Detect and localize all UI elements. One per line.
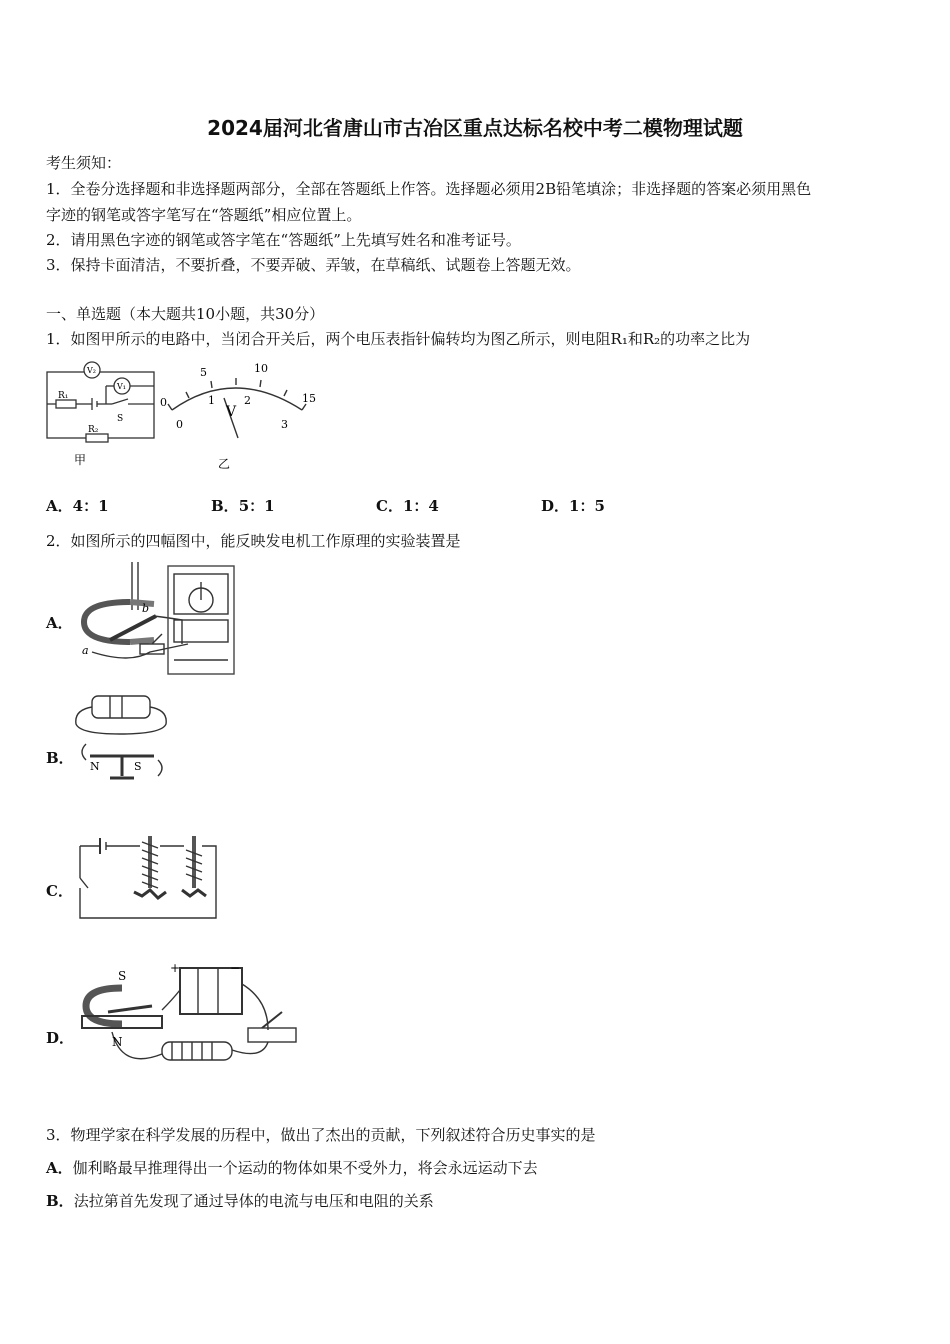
q3-option-a: A．伽利略最早推理得出一个运动的物体如果不受外力，将会永远运动下去: [46, 1159, 538, 1177]
q1-figure: [44, 358, 316, 473]
page-title: 2024届河北省唐山市古冶区重点达标名校中考二模物理试题: [207, 116, 743, 140]
q1-option-b: B．5：1: [211, 497, 275, 515]
question-1-stem: 1．如图甲所示的电路中，当闭合开关后，两个电压表指针偏转均为图乙所示，则电阻R₁和R₂的功率之比为: [46, 330, 751, 348]
q2-option-b-letter: B．: [46, 749, 74, 767]
label-b: b: [142, 602, 150, 615]
q1-option-c: C．1：4: [376, 497, 439, 515]
r2-label: R₂: [88, 425, 99, 435]
fig-label-b: 乙: [218, 457, 231, 471]
meter-bottom-2: 2: [244, 394, 251, 407]
meter-bottom-0: 0: [176, 418, 183, 431]
section-heading: 一、单选题（本大题共10小题，共30分）: [46, 305, 325, 323]
notice-item: 字迹的钢笔或答字笔写在“答题纸”相应位置上。: [46, 206, 362, 224]
label-n: N: [112, 1035, 123, 1049]
q2-figure-d: [72, 960, 302, 1086]
label-plus: +: [170, 961, 181, 975]
label-s: S: [134, 760, 142, 773]
label-n: N: [90, 760, 100, 773]
meter-top-15: 15: [302, 392, 316, 405]
circuit-diagram: [47, 362, 154, 442]
label-a: a: [82, 644, 89, 657]
q2-option-a-letter: A．: [46, 614, 73, 632]
meter-top-5: 5: [200, 366, 207, 379]
fig-label-a: 甲: [74, 453, 87, 467]
q1-option-a: A．4：1: [46, 497, 109, 515]
q2-figure-b: [72, 690, 170, 798]
label-minus: −: [230, 961, 241, 975]
question-2-stem: 2．如图所示的四幅图中，能反映发电机工作原理的实验装置是: [46, 532, 461, 550]
meter-top-0: 0: [160, 396, 167, 409]
meter-top-10: 10: [254, 362, 268, 375]
notice-item: 1．全卷分选择题和非选择题两部分，全部在答题纸上作答。选择题必须用2B铅笔填涂；非选择题的答案必须用黑色: [46, 180, 812, 198]
q2-option-d-letter: D．: [46, 1029, 75, 1047]
meter-bottom-3: 3: [281, 418, 288, 431]
meter-v: V: [226, 404, 237, 420]
v1-label: V₁: [117, 382, 126, 391]
q2-figure-c: [74, 826, 226, 928]
q1-option-d: D．1：5: [541, 497, 605, 515]
v2-label: V₂: [87, 366, 96, 375]
label-s: S: [118, 969, 127, 983]
r1-label: R₁: [58, 391, 69, 401]
q2-option-c-letter: C．: [46, 882, 73, 900]
notice-heading: 考生须知：: [46, 154, 122, 172]
question-3-stem: 3．物理学家在科学发展的历程中，做出了杰出的贡献，下列叙述符合历史事实的是: [46, 1126, 596, 1144]
notice-item: 2．请用黑色字迹的钢笔或答字笔在“答题纸”上先填写姓名和准考证号。: [46, 231, 521, 249]
q2-figure-a: [70, 560, 240, 678]
meter-bottom-1: 1: [208, 394, 215, 407]
q3-option-b: B．法拉第首先发现了通过导体的电流与电压和电阻的关系: [46, 1192, 434, 1210]
notice-item: 3．保持卡面清洁，不要折叠，不要弄破、弄皱，在草稿纸、试题卷上答题无效。: [46, 256, 581, 274]
s-label: S: [117, 414, 124, 424]
